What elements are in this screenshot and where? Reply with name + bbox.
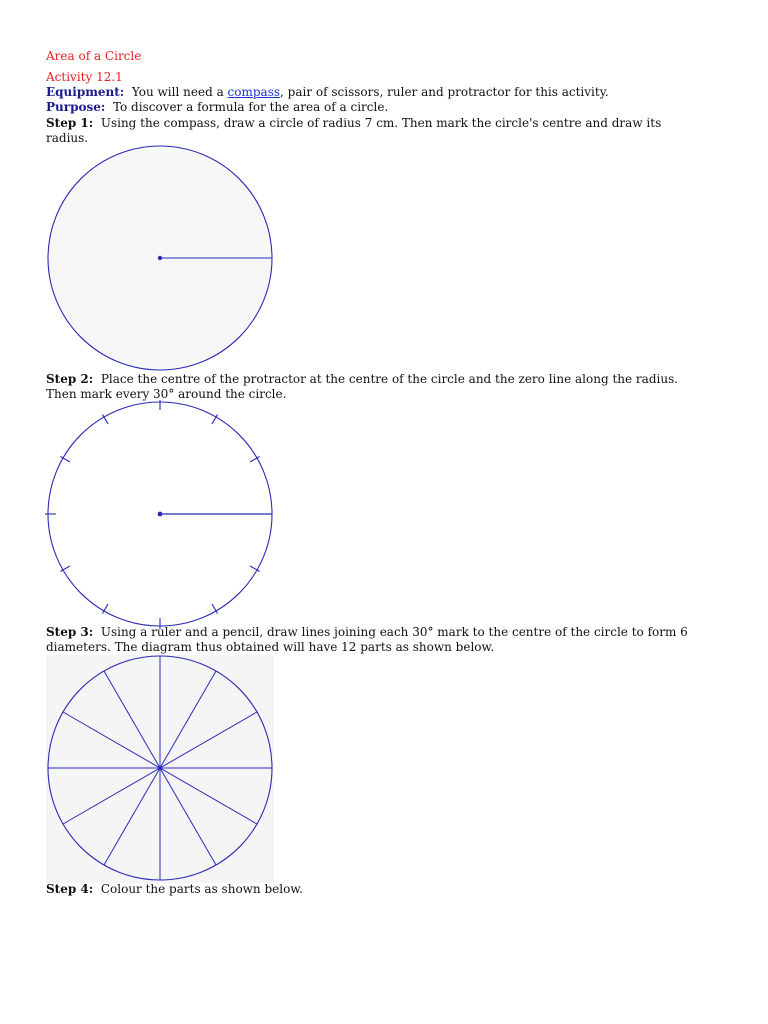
- equipment-text-pre: You will need a: [131, 85, 224, 99]
- step-3-label: Step 3:: [46, 625, 94, 639]
- step-3-line-2: diameters. The diagram thus obtained will have 12 parts as shown below.: [46, 640, 495, 654]
- step-4-line-1: [46, 882, 303, 897]
- activity-heading: Activity 12.1: [46, 70, 123, 84]
- compass-link[interactable]: compass: [227, 85, 281, 99]
- centre-point: [158, 512, 163, 517]
- circle-sectors-diagram: [46, 655, 274, 883]
- step-1-text: Using the compass, draw a circle of radius 7 cm. Then mark the circle's centre and draw its: [100, 116, 662, 130]
- step-3-line-1: [46, 625, 688, 640]
- step-2-line-1: [46, 372, 678, 387]
- equipment-line: [46, 85, 609, 100]
- purpose-line: [46, 100, 388, 115]
- step-4-text: Colour the parts as shown below.: [100, 882, 303, 896]
- step-2-line-2: Then mark every 30° around the circle.: [46, 387, 287, 401]
- purpose-text: To discover a formula for the area of a circle.: [112, 100, 389, 114]
- step-2-label: Step 2:: [46, 372, 94, 386]
- page-title: Area of a Circle: [46, 49, 142, 63]
- centre-point: [158, 256, 162, 260]
- step-1-line-1: [46, 116, 661, 131]
- step-4-label: Step 4:: [46, 882, 94, 896]
- step-1-label: Step 1:: [46, 116, 94, 130]
- step-2-text: Place the centre of the protractor at the centre of the circle and the zero line along the radius.: [100, 372, 679, 386]
- centre-point: [158, 766, 162, 770]
- step-3-text: Using a ruler and a pencil, draw lines joining each 30° mark to the centre of the circle to form 6: [100, 625, 688, 639]
- equipment-label: Equipment:: [46, 85, 125, 99]
- circle-marks-diagram: [44, 400, 278, 634]
- purpose-label: Purpose:: [46, 100, 106, 114]
- circle-radius-diagram: [44, 144, 278, 378]
- equipment-text-post: , pair of scissors, ruler and protractor for this activity.: [280, 85, 609, 99]
- step-1-line-2: radius.: [46, 131, 89, 145]
